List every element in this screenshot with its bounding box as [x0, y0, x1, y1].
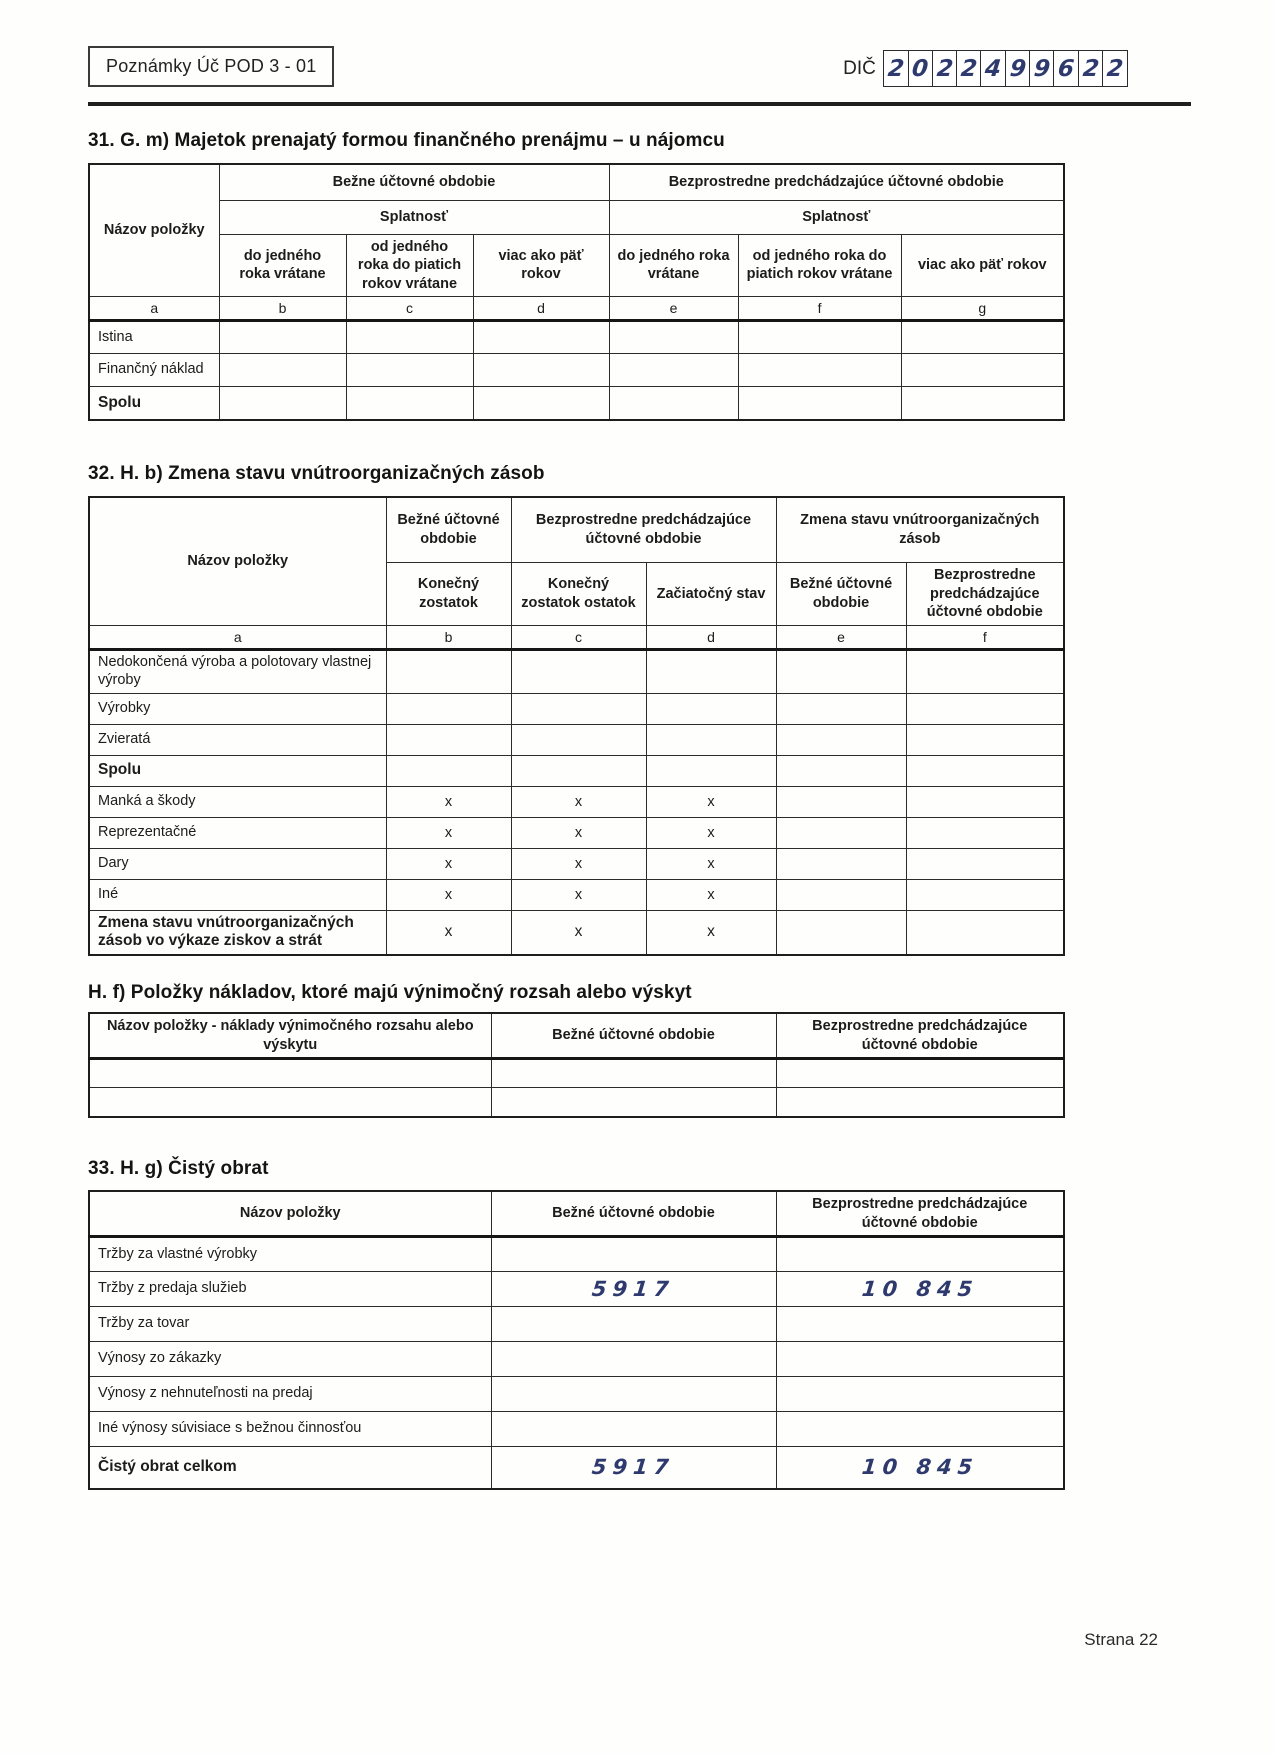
row-label: Zvieratá [89, 724, 386, 755]
form-code-label: Poznámky Úč POD 3 - 01 [106, 56, 317, 76]
dic-digit: 9 [1032, 55, 1052, 82]
cell [386, 755, 511, 786]
section33-heading: 33. H. g) Čistý obrat [88, 1157, 269, 1179]
x-mark-cell: x [511, 817, 646, 848]
cell [386, 693, 511, 724]
cell [386, 724, 511, 755]
value-cell [491, 1237, 776, 1272]
col-letter: g [901, 297, 1064, 321]
table-row [89, 786, 1064, 817]
value-cell [491, 1342, 776, 1377]
empty-cell [219, 387, 346, 420]
dic-digit-cell [1078, 50, 1104, 87]
cell [906, 755, 1064, 786]
sectionHF-heading: H. f) Položky nákladov, ktoré majú výnimočný rozsah alebo výskyt [88, 981, 692, 1003]
table-row [89, 693, 1064, 724]
handwritten-value: 10 845 [860, 1455, 980, 1480]
table-row [89, 1059, 1064, 1088]
col-header-previous: Bezprostredne predchádzajúce účtovné obdobie [776, 1191, 1064, 1237]
value-cell [776, 1342, 1064, 1377]
dic-digit-cell [1029, 50, 1055, 87]
table-row [89, 1272, 1064, 1307]
col-header: viac ako päť rokov [901, 234, 1064, 297]
row-label: Manká a škody [89, 786, 386, 817]
empty-cell [89, 1088, 491, 1117]
empty-cell [491, 1059, 776, 1088]
value-cell [776, 1447, 1064, 1489]
section31-heading: 31. G. m) Majetok prenajatý formou finančného prenájmu – u nájomcu [88, 130, 725, 151]
col-header: Bezprostredne predchádzajúce účtovné obdobie [906, 563, 1064, 626]
empty-cell [776, 1088, 1064, 1117]
value-cell [776, 1272, 1064, 1307]
dic-digit-cell [956, 50, 982, 87]
col-group-maturity: Splatnosť [609, 200, 1064, 234]
cell [776, 693, 906, 724]
col-letter: f [738, 297, 901, 321]
col-header: od jedného roka do piatich rokov vrátane [346, 234, 473, 297]
col-header-name: Názov položky [89, 497, 386, 626]
leasing-table [88, 163, 1065, 421]
dic-digit: 2 [1105, 55, 1125, 82]
table-row-total [89, 910, 1064, 955]
x-mark-cell: x [646, 817, 776, 848]
col-header-name: Názov položky [89, 164, 219, 297]
empty-cell [219, 354, 346, 387]
page-number: Strana 22 [1084, 1630, 1158, 1649]
dic-digit-cell [932, 50, 958, 87]
page-header [88, 46, 1128, 87]
dic-digit-cell [883, 50, 909, 87]
cell [906, 817, 1064, 848]
row-label: Istina [89, 321, 219, 354]
table-row [89, 649, 1064, 693]
cell [511, 693, 646, 724]
col-header-current: Bežné účtovné obdobie [491, 1191, 776, 1237]
empty-cell [473, 354, 609, 387]
value-cell [491, 1377, 776, 1412]
cell [776, 786, 906, 817]
dic-cells [885, 50, 1128, 87]
col-header: Konečný zostatok ostatok [511, 563, 646, 626]
empty-cell [738, 354, 901, 387]
header-divider [88, 102, 1191, 106]
empty-cell [609, 387, 738, 420]
table-row [89, 1342, 1064, 1377]
cell [906, 724, 1064, 755]
value-cell [776, 1412, 1064, 1447]
empty-cell [901, 387, 1064, 420]
x-mark-cell: x [511, 786, 646, 817]
cell [646, 724, 776, 755]
x-mark-cell: x [646, 879, 776, 910]
cell [776, 879, 906, 910]
table-row-total [89, 755, 1064, 786]
col-group-change: Zmena stavu vnútroorganizačných zásob [776, 497, 1064, 563]
col-letter: c [511, 625, 646, 649]
cell [511, 724, 646, 755]
col-header: do jedného roka vrátane [609, 234, 738, 297]
row-label: Iné výnosy súvisiace s bežnou činnosťou [89, 1412, 491, 1447]
table-row [89, 1377, 1064, 1412]
dic-group [843, 50, 1128, 87]
table-row [89, 1412, 1064, 1447]
table-row [89, 321, 1064, 354]
row-label: Čistý obrat celkom [89, 1447, 491, 1489]
cell [776, 817, 906, 848]
col-group-maturity: Splatnosť [219, 200, 609, 234]
cell [646, 649, 776, 693]
col-letter: a [89, 297, 219, 321]
dic-digit-cell [1102, 50, 1128, 87]
section32-heading: 32. H. b) Zmena stavu vnútroorganizačných zásob [88, 462, 545, 484]
table-row [89, 1088, 1064, 1117]
empty-cell [491, 1088, 776, 1117]
row-label: Dary [89, 848, 386, 879]
value-cell [776, 1237, 1064, 1272]
cell [906, 879, 1064, 910]
empty-cell [609, 354, 738, 387]
empty-cell [219, 321, 346, 354]
cell [386, 649, 511, 693]
col-header-previous: Bezprostredne predchádzajúce účtovné obdobie [776, 1013, 1064, 1059]
value-cell [491, 1447, 776, 1489]
empty-cell [473, 387, 609, 420]
value-cell [776, 1377, 1064, 1412]
x-mark-cell: x [511, 879, 646, 910]
dic-digit: 2 [1081, 55, 1101, 82]
dic-digit: 6 [1056, 55, 1076, 82]
row-label: Iné [89, 879, 386, 910]
col-letter: b [386, 625, 511, 649]
value-cell [491, 1272, 776, 1307]
dic-digit-cell [908, 50, 934, 87]
row-label: Nedokončená výroba a polotovary vlastnej výroby [89, 649, 386, 693]
empty-cell [776, 1059, 1064, 1088]
col-group-current: Bežné účtovné obdobie [386, 497, 511, 563]
col-header: Začiatočný stav [646, 563, 776, 626]
cell [511, 755, 646, 786]
dic-digit: 2 [959, 55, 979, 82]
dic-digit: 2 [935, 55, 955, 82]
table-row [89, 1307, 1064, 1342]
x-mark-cell: x [511, 910, 646, 955]
cell [511, 649, 646, 693]
empty-cell [473, 321, 609, 354]
col-header: Bežné účtovné obdobie [776, 563, 906, 626]
row-label: Výnosy zo zákazky [89, 1342, 491, 1377]
cell [906, 848, 1064, 879]
empty-cell [738, 321, 901, 354]
form-code-box [88, 46, 334, 87]
row-label: Reprezentačné [89, 817, 386, 848]
cell [776, 724, 906, 755]
col-letter: e [609, 297, 738, 321]
row-label: Tržby za vlastné výrobky [89, 1237, 491, 1272]
cell [776, 910, 906, 955]
dic-digit: 9 [1008, 55, 1028, 82]
cell [646, 755, 776, 786]
cell [776, 755, 906, 786]
handwritten-value: 5917 [591, 1455, 676, 1480]
row-label: Výrobky [89, 693, 386, 724]
dic-digit-cell [1053, 50, 1079, 87]
col-letter: f [906, 625, 1064, 649]
x-mark-cell: x [511, 848, 646, 879]
cell [906, 649, 1064, 693]
col-letter: e [776, 625, 906, 649]
cell [906, 693, 1064, 724]
row-label: Tržby z predaja služieb [89, 1272, 491, 1307]
col-letter: d [473, 297, 609, 321]
handwritten-value: 10 845 [860, 1277, 980, 1302]
table-row [89, 724, 1064, 755]
inventory-change-table [88, 496, 1065, 956]
dic-digit: 0 [911, 55, 930, 82]
empty-cell [346, 354, 473, 387]
col-letter: b [219, 297, 346, 321]
value-cell [776, 1307, 1064, 1342]
row-label: Výnosy z nehnuteľnosti na predaj [89, 1377, 491, 1412]
x-mark-cell: x [386, 786, 511, 817]
col-header-name: Názov položky - náklady výnimočného rozsahu alebo výskytu [89, 1013, 491, 1059]
col-letter: c [346, 297, 473, 321]
x-mark-cell: x [386, 879, 511, 910]
col-header-current: Bežné účtovné obdobie [491, 1013, 776, 1059]
table-row-total [89, 387, 1064, 420]
col-group-previous: Bezprostredne predchádzajúce účtovné obdobie [511, 497, 776, 563]
x-mark-cell: x [386, 848, 511, 879]
col-letter: d [646, 625, 776, 649]
dic-digit: 4 [984, 55, 1003, 82]
col-header: Konečný zostatok [386, 563, 511, 626]
table-row [89, 817, 1064, 848]
empty-cell [346, 387, 473, 420]
table-row [89, 1237, 1064, 1272]
exceptional-costs-table [88, 1012, 1065, 1118]
row-label: Zmena stavu vnútroorganizačných zásob vo výkaze ziskov a strát [89, 910, 386, 955]
dic-label: DIČ [843, 57, 876, 79]
table-row [89, 879, 1064, 910]
dic-digit: 2 [886, 55, 906, 82]
x-mark-cell: x [646, 910, 776, 955]
dic-digit-cell [980, 50, 1006, 87]
x-mark-cell: x [386, 817, 511, 848]
empty-cell [901, 354, 1064, 387]
dic-digit-cell [1005, 50, 1031, 87]
cell [776, 649, 906, 693]
empty-cell [89, 1059, 491, 1088]
net-turnover-table [88, 1190, 1065, 1490]
handwritten-value: 5917 [591, 1277, 676, 1302]
table-row [89, 354, 1064, 387]
empty-cell [609, 321, 738, 354]
table-row-total [89, 1447, 1064, 1489]
x-mark-cell: x [646, 786, 776, 817]
table-row [89, 848, 1064, 879]
cell [776, 848, 906, 879]
col-header: do jedného roka vrátane [219, 234, 346, 297]
row-label: Spolu [89, 755, 386, 786]
col-letter: a [89, 625, 386, 649]
col-header: od jedného roka do piatich rokov vrátane [738, 234, 901, 297]
value-cell [491, 1412, 776, 1447]
row-label: Spolu [89, 387, 219, 420]
cell [646, 693, 776, 724]
value-cell [491, 1307, 776, 1342]
col-header-name: Názov položky [89, 1191, 491, 1237]
empty-cell [738, 387, 901, 420]
col-group-current: Bežne účtovné obdobie [219, 164, 609, 200]
empty-cell [346, 321, 473, 354]
row-label: Tržby za tovar [89, 1307, 491, 1342]
x-mark-cell: x [646, 848, 776, 879]
empty-cell [901, 321, 1064, 354]
cell [906, 910, 1064, 955]
cell [906, 786, 1064, 817]
row-label: Finančný náklad [89, 354, 219, 387]
x-mark-cell: x [386, 910, 511, 955]
col-group-previous: Bezprostredne predchádzajúce účtovné obdobie [609, 164, 1064, 200]
col-header: viac ako päť rokov [473, 234, 609, 297]
